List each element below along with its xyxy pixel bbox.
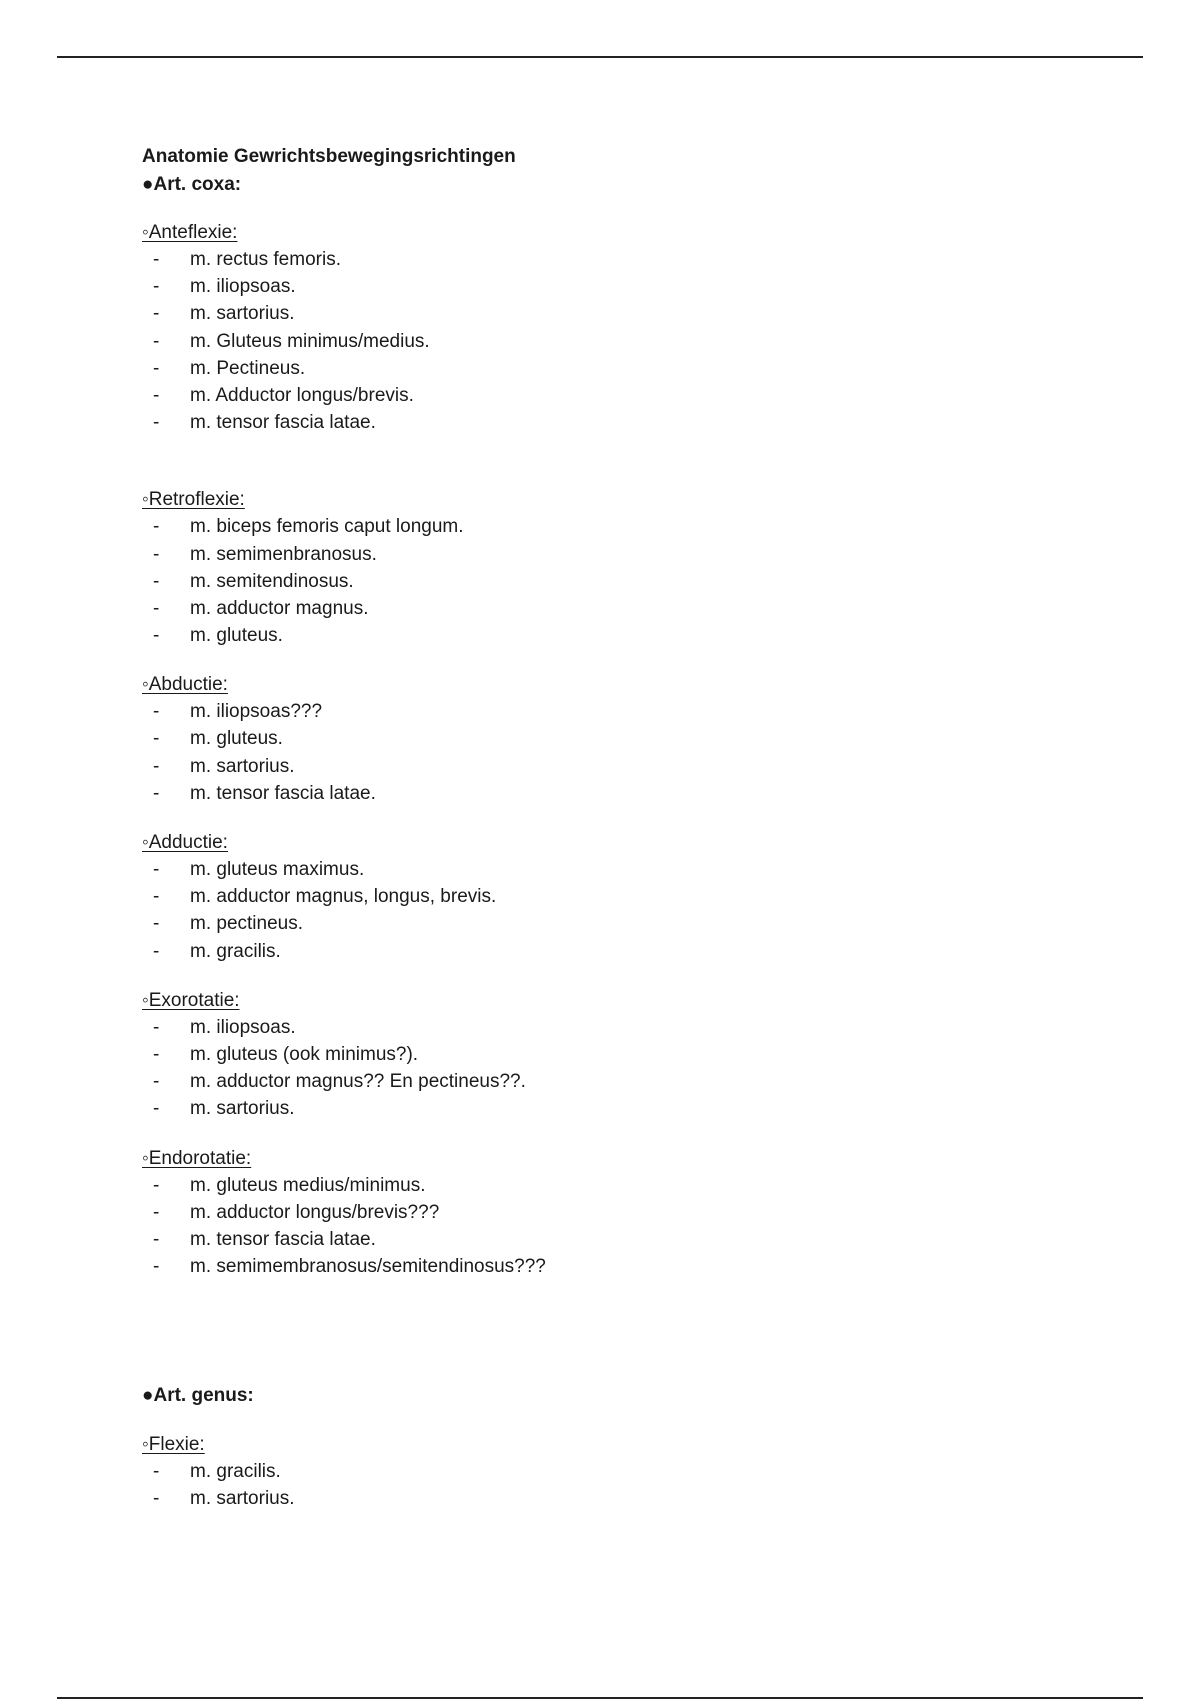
list-dash: - xyxy=(153,357,160,379)
muscle-name: m. adductor magnus?? En pectineus??. xyxy=(190,1071,526,1093)
section-heading: ◦Exorotatie: xyxy=(142,989,240,1011)
muscle-item xyxy=(142,513,1042,540)
muscle-item xyxy=(142,1199,1042,1226)
muscle-name: m. gracilis. xyxy=(190,940,281,962)
list-dash: - xyxy=(153,1256,160,1278)
muscle-name: m. semitendinosus. xyxy=(190,570,354,592)
muscle-name: m. adductor longus/brevis??? xyxy=(190,1201,440,1223)
muscle-name: m. tensor fascia latae. xyxy=(190,782,376,804)
list-dash: - xyxy=(153,1071,160,1093)
list-dash: - xyxy=(153,330,160,352)
section-heading: ◦Endorotatie: xyxy=(142,1147,252,1169)
list-dash: - xyxy=(153,1043,160,1065)
muscle-item xyxy=(142,780,1042,807)
muscle-name: m. Gluteus minimus/medius. xyxy=(190,330,430,352)
muscle-item xyxy=(142,246,1042,273)
list-dash: - xyxy=(153,597,160,619)
muscle-item xyxy=(142,355,1042,382)
list-dash: - xyxy=(153,625,160,647)
list-dash: - xyxy=(153,1201,160,1223)
muscle-item xyxy=(142,725,1042,752)
muscle-item xyxy=(142,273,1042,300)
list-dash: - xyxy=(153,782,160,804)
section-endorotatie xyxy=(142,1145,1042,1281)
muscle-name: m. iliopsoas. xyxy=(190,1016,296,1038)
muscle-name: m. iliopsoas. xyxy=(190,276,296,298)
muscle-item xyxy=(142,698,1042,725)
section-heading: ◦Flexie: xyxy=(142,1434,205,1456)
section-abductie xyxy=(142,671,1042,807)
joint-heading-coxa: ●Art. coxa: xyxy=(142,174,242,195)
muscle-item xyxy=(142,328,1042,355)
list-dash: - xyxy=(153,543,160,565)
section-heading: ◦Adductie: xyxy=(142,832,228,853)
muscle-name: m. gluteus. xyxy=(190,625,283,647)
muscle-item xyxy=(142,1458,1042,1485)
list-dash: - xyxy=(153,516,160,538)
list-dash: - xyxy=(153,1461,160,1483)
document-body xyxy=(142,143,1042,1513)
muscle-list xyxy=(142,246,1042,436)
muscle-name: m. tensor fascia latae. xyxy=(190,412,376,434)
list-dash: - xyxy=(153,1016,160,1038)
list-dash: - xyxy=(153,728,160,750)
section-anteflexie xyxy=(142,219,1042,436)
section-flexie xyxy=(142,1431,1042,1512)
muscle-list xyxy=(142,513,1042,649)
list-dash: - xyxy=(153,913,160,935)
muscle-item xyxy=(142,1226,1042,1253)
section-heading: ◦Abductie: xyxy=(142,674,228,696)
section-heading: ◦Retroflexie: xyxy=(142,489,245,511)
muscle-name: m. gluteus medius/minimus. xyxy=(190,1174,426,1196)
muscle-name: m. semimembranosus/semitendinosus??? xyxy=(190,1256,546,1278)
muscle-list xyxy=(142,1458,1042,1512)
muscle-item xyxy=(142,1014,1042,1041)
muscle-name: m. sartorius. xyxy=(190,755,295,777)
list-dash: - xyxy=(153,1098,160,1120)
list-dash: - xyxy=(153,276,160,298)
section-exorotatie xyxy=(142,987,1042,1123)
muscle-name: m. tensor fascia latae. xyxy=(190,1228,376,1250)
footer-rule xyxy=(57,1697,1143,1699)
muscle-name: m. adductor magnus, longus, brevis. xyxy=(190,886,497,908)
list-dash: - xyxy=(153,1174,160,1196)
muscle-name: m. semimenbranosus. xyxy=(190,543,377,565)
muscle-name: m. iliopsoas??? xyxy=(190,701,323,723)
muscle-name: m. rectus femoris. xyxy=(190,249,341,270)
muscle-name: m. gluteus maximus. xyxy=(190,859,365,880)
muscle-item xyxy=(142,883,1042,910)
muscle-list xyxy=(142,698,1042,807)
muscle-item xyxy=(142,541,1042,568)
list-dash: - xyxy=(153,1228,160,1250)
muscle-name: m. pectineus. xyxy=(190,913,303,935)
muscle-item xyxy=(142,300,1042,327)
muscle-item xyxy=(142,1172,1042,1199)
muscle-item xyxy=(142,568,1042,595)
muscle-name: m. Pectineus. xyxy=(190,357,306,379)
muscle-name: m. sartorius. xyxy=(190,303,295,325)
list-dash: - xyxy=(153,412,160,434)
muscle-item xyxy=(142,1485,1042,1512)
section-adductie xyxy=(142,829,1042,965)
header-rule xyxy=(57,56,1143,58)
muscle-item xyxy=(142,382,1042,409)
muscle-item xyxy=(142,622,1042,649)
list-dash: - xyxy=(153,886,160,908)
muscle-item xyxy=(142,595,1042,622)
list-dash: - xyxy=(153,1488,160,1510)
joint-heading-genus: ●Art. genus: xyxy=(142,1385,254,1407)
muscle-item xyxy=(142,910,1042,937)
list-dash: - xyxy=(153,249,160,270)
muscle-item xyxy=(142,938,1042,965)
muscle-item xyxy=(142,409,1042,436)
list-dash: - xyxy=(153,859,160,880)
muscle-item xyxy=(142,1095,1042,1122)
muscle-list xyxy=(142,1172,1042,1281)
muscle-name: m. Adductor longus/brevis. xyxy=(190,384,414,406)
section-heading: ◦Anteflexie: xyxy=(142,222,238,243)
muscle-list xyxy=(142,856,1042,965)
muscle-list xyxy=(142,1014,1042,1123)
section-retroflexie xyxy=(142,486,1042,649)
muscle-name: m. gluteus (ook minimus?). xyxy=(190,1043,419,1065)
document-title: Anatomie Gewrichtsbewegingsrichtingen xyxy=(142,146,516,167)
muscle-name: m. sartorius. xyxy=(190,1488,295,1510)
list-dash: - xyxy=(153,755,160,777)
muscle-name: m. biceps femoris caput longum. xyxy=(190,516,464,538)
muscle-name: m. sartorius. xyxy=(190,1098,295,1120)
muscle-item xyxy=(142,1253,1042,1280)
list-dash: - xyxy=(153,570,160,592)
muscle-name: m. gracilis. xyxy=(190,1461,281,1483)
muscle-item xyxy=(142,1068,1042,1095)
muscle-name: m. adductor magnus. xyxy=(190,597,369,619)
muscle-item xyxy=(142,856,1042,883)
list-dash: - xyxy=(153,303,160,325)
list-dash: - xyxy=(153,940,160,962)
list-dash: - xyxy=(153,701,160,723)
muscle-item xyxy=(142,753,1042,780)
muscle-name: m. gluteus. xyxy=(190,728,283,750)
muscle-item xyxy=(142,1041,1042,1068)
list-dash: - xyxy=(153,384,160,406)
